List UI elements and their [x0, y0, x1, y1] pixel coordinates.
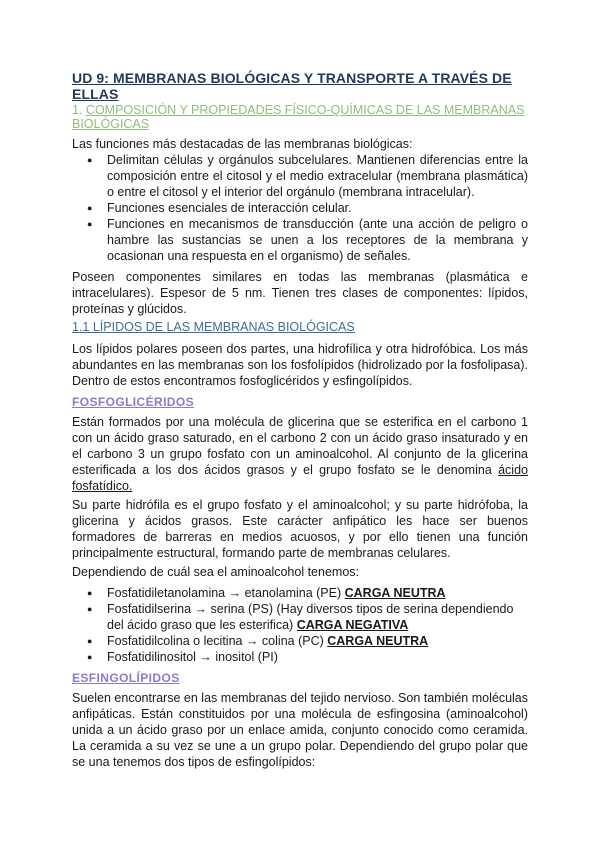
list-item-text: Fosfatidilcolina o lecitina → colina (PC): [107, 634, 328, 648]
aminoalcohol-list: [72, 585, 528, 665]
list-item: [107, 585, 528, 601]
acido-fosfatidico-term: ácido fosfatídico.: [72, 463, 528, 493]
esfingolipidos-paragraph: Suelen encontrarse en las membranas del tejido nervioso. Son también moléculas anfipáticas. Están constituidos por una molécula de esfingosina (aminoalcohol) unida a un ácido graso por un enlace amida, conjunto conocido como ceramida. La ceramida a su vez se une a un grupo polar. Dependiendo del grupo polar que se una tenemos dos tipos de esfingolípidos:: [72, 691, 528, 769]
esfingolipidos-heading: ESFINGOLÍPIDOS: [72, 671, 180, 685]
section-1-number: 1.: [72, 103, 83, 117]
fosfo-p1-text: Están formados por una molécula de glicerina que se esterifica en el carbono 1 con un ácido graso saturado, en el carbono 2 con un ácido graso insaturado y en el carbono 3 un grupo fosfato con un aminoalcohol. Al conjunto de la glicerina esterificada a los dos ácidos grasos y el grupo fosfato se le denomina: [72, 415, 528, 477]
functions-list: [72, 152, 528, 264]
section-1-heading: [72, 103, 528, 131]
document-title: UD 9: MEMBRANAS BIOLÓGICAS Y TRANSPORTE A TRAVÉS DE ELLAS: [72, 70, 512, 102]
list-item-text: Fosfatidilserina → serina (PS) (Hay diversos tipos de serina dependiendo del ácido graso que les esterifica): [107, 602, 514, 632]
list-item-text: Fosfatidilinositol → inositol (PI): [107, 650, 278, 664]
section-1-title: COMPOSICIÓN Y PROPIEDADES FÍSICO-QUÍMICAS DE LAS MEMBRANAS BIOLÓGICAS: [72, 103, 525, 131]
list-item: ● Funciones en mecanismos de transducción (ante una acción de peligro o hambre las sustancias se unen a los receptores de la membrana y ocasionan una respuesta en el organismo) de señales.: [107, 216, 528, 264]
list-item: ● Funciones esenciales de interacción celular.: [107, 200, 528, 216]
fosfogliceridos-paragraph-1: [72, 414, 528, 494]
list-item: [107, 649, 528, 665]
list-item: ● Delimitan células y orgánulos subcelulares. Mantienen diferencias entre la composición entre el citosol y el medio extracelular (membrana plasmática) o entre el citosol y el interior del orgánulo (membrana intracelular).: [107, 152, 528, 200]
fosfogliceridos-heading: FOSFOGLICÉRIDOS: [72, 395, 195, 409]
functions-intro: Las funciones más destacadas de las membranas biológicas:: [72, 137, 413, 151]
lipids-intro-paragraph: Los lípidos polares poseen dos partes, una hidrofílica y otra hidrofóbica. Los más abundantes en las membranas son los fosfolípidos (hidrolizado por la fosfolipasa). Dentro de estos encontramos fosfoglicéridos y esfingolípidos.: [72, 342, 528, 388]
charge-label: CARGA NEGATIVA: [296, 618, 409, 632]
list-item-text: Fosfatidiletanolamina → etanolamina (PE): [107, 586, 345, 600]
charge-label: CARGA NEUTRA: [327, 634, 429, 648]
charge-label: CARGA NEUTRA: [344, 586, 446, 600]
section-1-1-heading: 1.1 LÍPIDOS DE LAS MEMBRANAS BIOLÓGICAS: [72, 320, 355, 334]
aminoalcohol-intro: Dependiendo de cuál sea el aminoalcohol tenemos:: [72, 565, 359, 579]
components-paragraph: Poseen componentes similares en todas las membranas (plasmática e intracelulares). Espesor de 5 nm. Tienen tres clases de componentes: lípidos, proteínas y glúcidos.: [72, 270, 528, 316]
list-item: [107, 601, 528, 633]
fosfogliceridos-paragraph-2: Su parte hidrófila es el grupo fosfato y el aminoalcohol; y su parte hidrófoba, la glicerina y ácidos grasos. Este carácter anfipático les hace ser buenos formadores de barreras en medios acuosos, y por ello tienen una función principalmente estructural, formando parte de membranas celulares.: [72, 498, 528, 560]
list-item: [107, 633, 528, 649]
